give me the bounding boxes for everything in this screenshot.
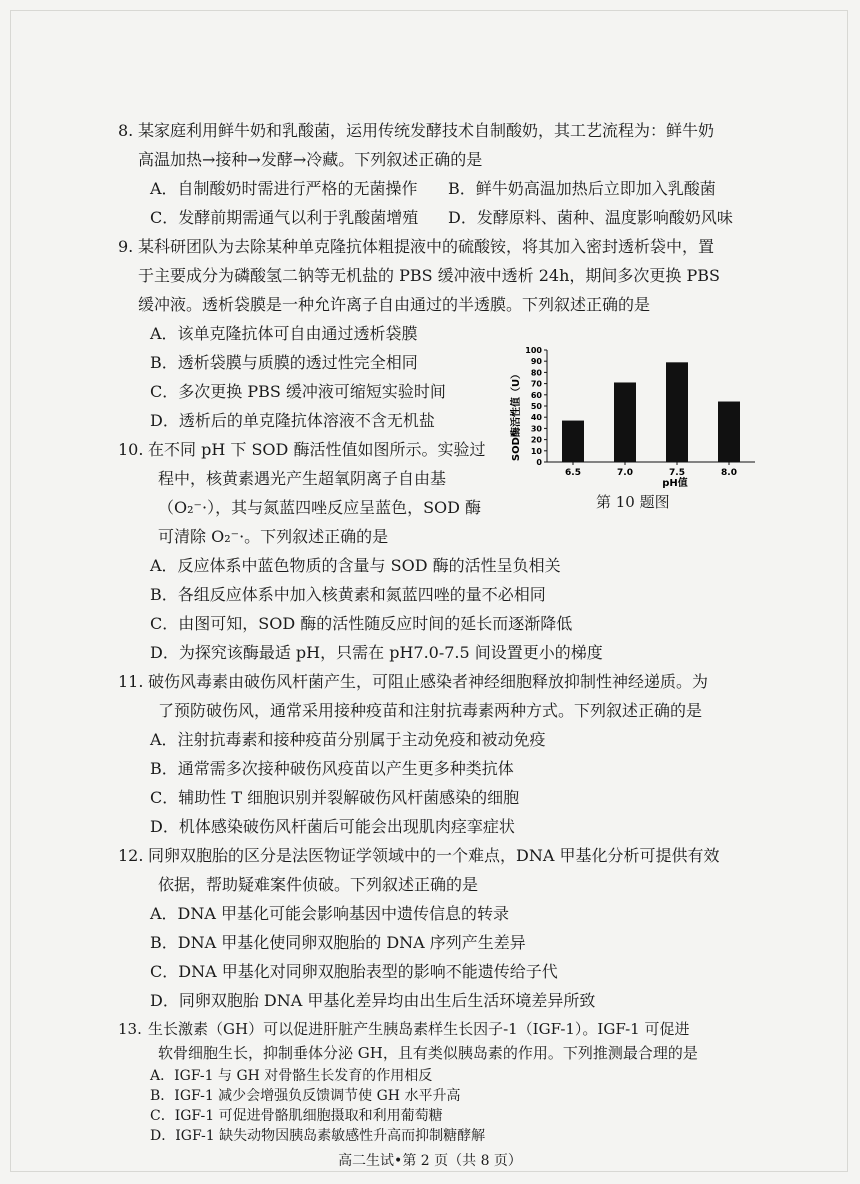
q9-option-a: A．该单克隆抗体可自由通过透析袋膜 bbox=[150, 324, 418, 343]
q13-number: 13. bbox=[118, 1020, 142, 1038]
q8-line1 bbox=[118, 116, 714, 145]
bar-ph-7.5 bbox=[666, 362, 688, 462]
page-footer: 高二生试•第 2 页（共 8 页） bbox=[338, 1153, 522, 1169]
bars-group bbox=[562, 362, 740, 462]
q8-option-d: D．发酵原料、菌种、温度影响酸奶风味 bbox=[448, 208, 733, 227]
bar-ph-7.0 bbox=[614, 382, 636, 462]
q13-option-a: A．IGF-1 与 GH 对骨骼生长发育的作用相反 bbox=[150, 1068, 433, 1084]
q11-option-d: D．机体感染破伤风杆菌后可能会出现肌肉痉挛症状 bbox=[150, 817, 515, 836]
q11-stem-1: 破伤风毒素由破伤风杆菌产生，可阻止感染者神经细胞释放抑制性神经递质。为 bbox=[148, 672, 709, 691]
y-tick-label: 0 bbox=[536, 458, 542, 467]
y-tick-label: 50 bbox=[530, 402, 542, 411]
q9-option-b: B．透析袋膜与质膜的透过性完全相同 bbox=[150, 353, 418, 372]
q10-option-a: A．反应体系中蓝色物质的含量与 SOD 酶的活性呈负相关 bbox=[150, 556, 561, 575]
x-tick-label: 7.5 bbox=[669, 468, 685, 478]
chart-xlabel: pH值 bbox=[662, 478, 688, 489]
q9-stem-1: 某科研团队为去除某种单克隆抗体粗提液中的硫酸铵，将其加入密封透析袋中，置 bbox=[138, 237, 715, 256]
sod-activity-chart bbox=[505, 340, 765, 490]
q12-stem-1: 同卵双胞胎的区分是法医物证学领域中的一个难点，DNA 甲基化分析可提供有效 bbox=[148, 846, 720, 865]
q13-option-c: C．IGF-1 可促进骨骼肌细胞摄取和利用葡萄糖 bbox=[150, 1108, 443, 1124]
q11-option-a: A．注射抗毒素和接种疫苗分别属于主动免疫和被动免疫 bbox=[150, 730, 546, 749]
bar-ph-8.0 bbox=[718, 402, 740, 462]
y-tick-label: 70 bbox=[530, 379, 542, 389]
q13-stem-1: 生长激素（GH）可以促进肝脏产生胰岛素样生长因子-1（IGF-1）。IGF-1 可促进 bbox=[148, 1020, 690, 1038]
y-tick-label: 30 bbox=[530, 424, 542, 434]
q10-line1 bbox=[118, 435, 485, 464]
q8-line2: 高温加热→接种→发酵→冷藏。下列叙述正确的是 bbox=[138, 150, 483, 169]
q8-option-b: B．鲜牛奶高温加热后立即加入乳酸菌 bbox=[448, 179, 716, 198]
q13-line2: 软骨细胞生长，抑制垂体分泌 GH，且有类似胰岛素的作用。下列推测最合理的是 bbox=[158, 1044, 698, 1062]
y-tick-label: 40 bbox=[530, 413, 542, 423]
chart-ylabel: SOD酶活性值（U） bbox=[511, 368, 522, 462]
q10-option-d: D．为探究该酶最适 pH，只需在 pH7.0-7.5 间设置更小的梯度 bbox=[150, 643, 603, 662]
q11-line1 bbox=[118, 667, 708, 696]
q9-line3: 缓冲液。透析袋膜是一种允许离子自由通过的半透膜。下列叙述正确的是 bbox=[138, 295, 651, 314]
q11-option-b: B．通常需多次接种破伤风疫苗以产生更多种类抗体 bbox=[150, 759, 514, 778]
q12-line1 bbox=[118, 841, 719, 870]
q9-number: 9. bbox=[118, 237, 134, 256]
q12-option-d: D．同卵双胞胎 DNA 甲基化差异均由出生后生活环境差异所致 bbox=[150, 991, 596, 1010]
x-tick-label: 7.0 bbox=[617, 468, 633, 478]
q10-stem-1: 在不同 pH 下 SOD 酶活性值如图所示。实验过 bbox=[148, 440, 486, 459]
q10-line4: 可清除 O₂⁻·。下列叙述正确的是 bbox=[158, 527, 389, 546]
y-tick-label: 60 bbox=[530, 390, 542, 400]
y-axis bbox=[525, 346, 547, 467]
q12-option-c: C．DNA 甲基化对同卵双胞胎表型的影响不能遗传给子代 bbox=[150, 962, 558, 981]
q10-option-c: C．由图可知，SOD 酶的活性随反应时间的延长而逐渐降低 bbox=[150, 614, 573, 633]
q9-option-c: C．多次更换 PBS 缓冲液可缩短实验时间 bbox=[150, 382, 446, 401]
y-tick-label: 10 bbox=[530, 446, 542, 456]
q12-option-b: B．DNA 甲基化使同卵双胞胎的 DNA 序列产生差异 bbox=[150, 933, 526, 952]
q11-line2: 了预防破伤风，通常采用接种疫苗和注射抗毒素两种方式。下列叙述正确的是 bbox=[158, 701, 703, 720]
figure-caption: 第 10 题图 bbox=[596, 493, 670, 511]
q11-option-c: C．辅助性 T 细胞识别并裂解破伤风杆菌感染的细胞 bbox=[150, 788, 520, 807]
q9-line2: 于主要成分为磷酸氢二钠等无机盐的 PBS 缓冲液中透析 24h，期间多次更换 PBS bbox=[138, 266, 720, 285]
q9-option-d: D．透析后的单克隆抗体溶液不含无机盐 bbox=[150, 411, 435, 430]
q8-number: 8. bbox=[118, 121, 134, 140]
bar-ph-6.5 bbox=[562, 421, 584, 462]
q9-line1 bbox=[118, 232, 714, 261]
y-tick-label: 20 bbox=[530, 435, 542, 445]
q8-option-c: C．发酵前期需通气以利于乳酸菌增殖 bbox=[150, 208, 419, 227]
q13-option-b: B．IGF-1 减少会增强负反馈调节使 GH 水平升高 bbox=[150, 1088, 461, 1104]
q12-number: 12. bbox=[118, 846, 144, 865]
y-tick-label: 80 bbox=[530, 368, 542, 378]
q13-option-d: D．IGF-1 缺失动物因胰岛素敏感性升高而抑制糖酵解 bbox=[150, 1128, 486, 1144]
q11-number: 11. bbox=[118, 672, 144, 691]
q8-option-a: A．自制酸奶时需进行严格的无菌操作 bbox=[150, 179, 418, 198]
y-tick-label: 90 bbox=[530, 357, 542, 367]
x-tick-label: 6.5 bbox=[565, 468, 581, 478]
x-tick-label: 8.0 bbox=[721, 468, 737, 478]
q12-line2: 依据，帮助疑难案件侦破。下列叙述正确的是 bbox=[158, 875, 479, 894]
q10-option-b: B．各组反应体系中加入核黄素和氮蓝四唑的量不必相同 bbox=[150, 585, 546, 604]
q10-line3: （O₂⁻·），其与氮蓝四唑反应呈蓝色，SOD 酶 bbox=[158, 498, 482, 517]
y-tick-label: 100 bbox=[525, 346, 542, 355]
q8-stem-1: 某家庭利用鲜牛奶和乳酸菌，运用传统发酵技术自制酸奶，其工艺流程为：鲜牛奶 bbox=[138, 121, 715, 140]
q10-line2: 程中，核黄素遇光产生超氧阴离子自由基 bbox=[158, 469, 447, 488]
q10-number: 10. bbox=[118, 440, 144, 459]
x-axis bbox=[565, 462, 737, 478]
q12-option-a: A．DNA 甲基化可能会影响基因中遗传信息的转录 bbox=[150, 904, 510, 923]
